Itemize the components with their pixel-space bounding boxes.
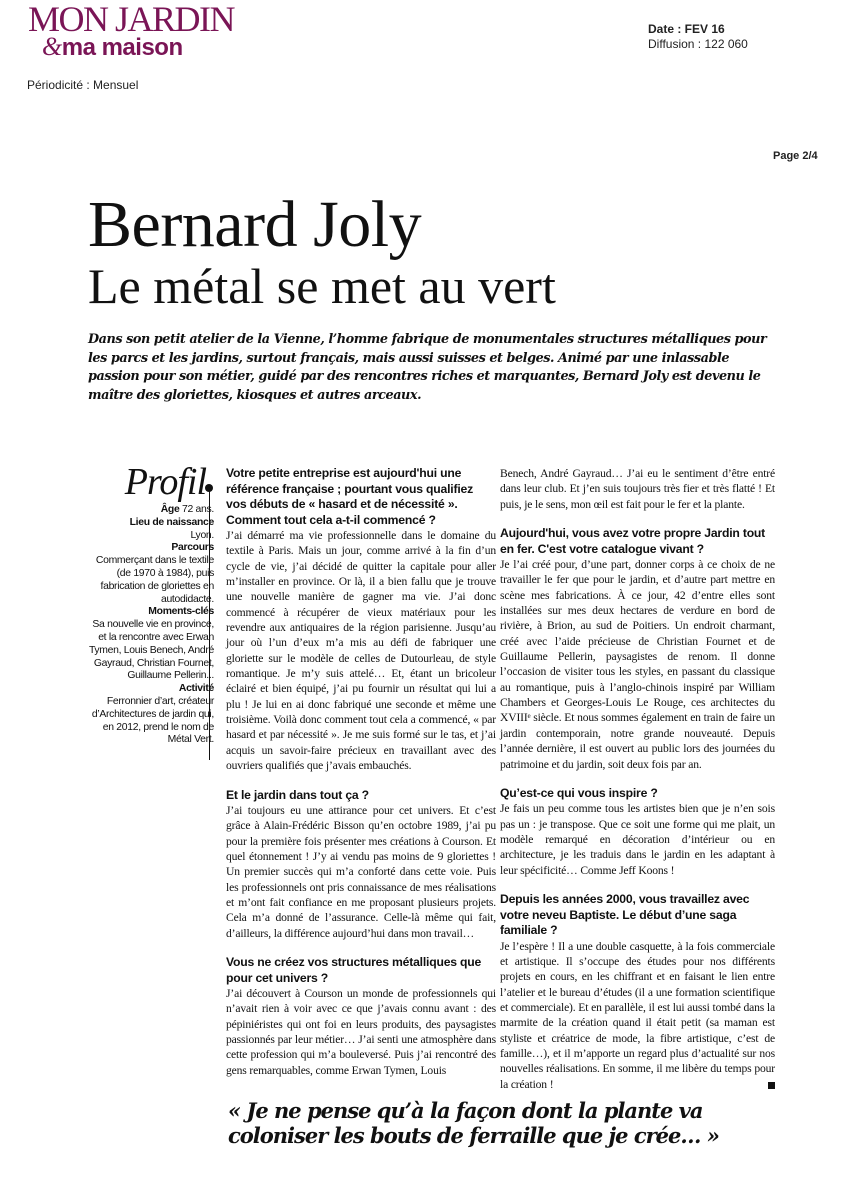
profil-value: Sa nouvelle vie en province, et la rencontre avec Erwan Tymen, Louis Benech, André Gayraud, Christian Fournet, Guillaume Pellerin... (88, 619, 214, 682)
profil-label: Activité (178, 683, 214, 695)
interview-answer-continuation: Benech, André Gayraud… J’ai eu le sentiment d’être entré dans leur club. Et j’en suis toujours très fier et très flatté ! Et puis, je le sens, mon œil est fait pour le fer et la plante. (500, 467, 775, 511)
circulation: Diffusion : 122 060 (648, 37, 748, 51)
profil-value: Ferronnier d’art, créateur d’Architectures de jardin qui, en 2012, prend le nom de Métal Vert. (91, 695, 214, 746)
interview-answer: J’ai découvert à Courson un monde de professionnels qui n’avait rien à voir avec ce que j’avais connu avant : des pépiniéristes qui ont foi en leurs produits, des paysagistes passionnés par leur métier… J’ai senti une atmosphère dans cette profession qui m’a bouleversé. Puis j’ai rencontré des gens remarquables, comme Erwan Tymen, Louis (226, 987, 496, 1077)
interview-question: Votre petite entreprise est aujourd'hui une référence française ; pourtant vous qualifiez vos débuts de « hasard et de nécessité ». Comment tout cela a-t-il commencé ? (226, 466, 474, 527)
interview-question: Vous ne créez vos structures métalliques que pour cet univers ? (226, 955, 482, 985)
profil-item-moments (86, 606, 214, 683)
article-title: Bernard Joly (88, 188, 422, 261)
profil-label: Parcours (171, 542, 214, 554)
profil-title: Profil (124, 461, 206, 503)
article-lead: Dans son petit atelier de la Vienne, l’homme fabrique de monumentales structures métalliques pour les parcs et les jardins, surtout français, mais aussi suisses et belges. Animé par une inlassable passion pour son métier, guidé par des rencontres riches et marquantes, Bernard Joly est devenu le maître des gloriettes, kiosques et autres arceaux. (88, 332, 767, 403)
profil-label: Lieu de naissance (129, 516, 214, 528)
interview-column-2 (500, 466, 775, 1092)
profil-label: Âge (160, 504, 180, 515)
interview-answer: Je l’espère ! Il a une double casquette, à la fois commerciale et artistique. Il s’occupe des études pour nos différents projets en cours, en les chiffrant et en faisant le lien entre l’atelier et le bureau d’études (il a une formation scientifique et commerciale). Et en parallèle, il est lui aussi tombé dans la marmite de la création quand il était petit (sa maman est styliste et créatrice de mode, la fibre artistique, c’est de famille…), et il m’apporte un regard plus d’actualité sur nos nouvelles réalisations. En somme, il me libère du temps pour la création ! (500, 939, 775, 1091)
interview-answer: Je fais un peu comme tous les artistes bien que je n’en sois pas un : je transpose. Que ce soit une forme qui me plait, un modèle remarqué en décoration d’intérieur ou en architecture, je les traduis dans le jardin en les adaptant à leur spécificité… Comme Jeff Koons ! (500, 802, 775, 877)
end-of-article-icon (768, 1082, 775, 1089)
interview-answer: J’ai démarré ma vie professionnelle dans le domaine du textile à Paris. Mais un jour, comme arrivé à la fin d’un cycle de vie, j’ai décidé de quitter la capitale pour aller m’installer en province. Or là, il a bien fallu que je trouve une nouvelle manière de gagner ma vie. J’ai donc commencé à récupérer de vieux matériaux pour les revendre aux antiquaires de la région parisienne. Jusqu’au jour où l’un d’eux m’a mis au défi de fabriquer une gloriette sur le modèle de celles de Dutourleau, de style romantique. Je m’y suis attelé… Et, étant un bricoleur éclairé et bien équipé, j’ai pu fournir un résultat qui lui a plu ! Je lui en ai donc fabriqué une seconde et même une troisième. Voilà donc comment tout cela a commencé, « par hasard et par nécessité ». Je me suis formé sur le tas, et j’ai acquis un savoir-faire précieux en travaillant avec des ouvriers qualifiés que j’avais embauchés. (226, 529, 496, 773)
interview-answer: J’ai toujours eu une attirance pour cet univers. Et c’est grâce à Alain-Frédéric Bisson qu’en octobre 1989, j’ai pu pour la première fois présenter mes créations à Courson. Et quel étonnement ! J’y ai vendu pas moins de 9 gloriettes ! Un premier succès qui m’a conforté dans cette voie. Puis les professionnels ont pris connaissance de mes réalisations et m’ont fait confiance en me proposant plusieurs projets. Cela m’a donné de l’assurance. Celle-là même qui fait, d’ailleurs, la différence aujourd’hui dans mon travail… (226, 804, 496, 940)
profil-item-activite (86, 683, 214, 747)
logo-line1: MON JARDIN (28, 0, 235, 39)
pull-quote: « Je ne pense qu’à la façon dont la plante va coloniser les bouts de ferraille que je crée… » (228, 1098, 719, 1148)
interview-question: Depuis les années 2000, vous travaillez avec votre neveu Baptiste. Le début d’une saga familiale ? (500, 892, 750, 938)
profil-value: Lyon. (190, 529, 214, 541)
article-subtitle: Le métal se met au vert (88, 258, 556, 314)
profil-item-birthplace (86, 517, 214, 543)
profil-sidebar (86, 462, 214, 747)
interview-question: Aujourd'hui, vous avez votre propre Jardin tout en fer. C'est votre catalogue vivant ? (500, 526, 766, 556)
interview-question: Qu’est-ce qui vous inspire ? (500, 785, 658, 800)
profil-item-age (86, 504, 214, 517)
profil-value: 72 ans. (182, 504, 214, 515)
logo-ampersand: & (42, 32, 62, 61)
logo-line2-text: ma maison (61, 34, 183, 61)
interview-column-1 (226, 466, 496, 1078)
publication-logo (28, 2, 234, 59)
profil-label: Moments-clés (148, 606, 214, 618)
page-number: Page 2/4 (773, 150, 818, 162)
issue-date: Date : FEV 16 (648, 22, 725, 36)
interview-question: Et le jardin dans tout ça ? (226, 787, 369, 802)
profil-value: Commerçant dans le textile (de 1970 à 1984), puis fabrication de gloriettes en autodidacte. (95, 555, 214, 605)
interview-answer-last (500, 939, 775, 1092)
interview-answer: Je l’ai créé pour, d’une part, donner corps à ce choix de ne travailler le fer que pour le jardin, et d’autre part mettre en scène mes fabrications. À ce jour, 42 d’entre elles sont installées sur mes deux hectares de verdure en bord de rivière, à Brion, au sud de Poitiers. Un endroit charmant, créé avec l’aide précieuse de Christian Fournet et de Guillaume Pellerin, paysagistes de renom. Il donne l’occasion de visiter tous les styles, en passant du classique au romantique, puis à l’anglo-chinois inspiré par William Chambers et Georges-Louis Le Rouge, ces architectes du XVIIIᵉ siècle. Et nous sommes également en train de faire un jardin contemporain, notre grande nouveauté. Depuis l’année dernière, il est ouvert au public lors des journées du patrimoine et du jardin, soit deux fois par an. (500, 558, 775, 771)
logo-line2 (42, 32, 234, 61)
periodicity: Périodicité : Mensuel (27, 78, 139, 92)
profil-item-parcours (86, 542, 214, 606)
